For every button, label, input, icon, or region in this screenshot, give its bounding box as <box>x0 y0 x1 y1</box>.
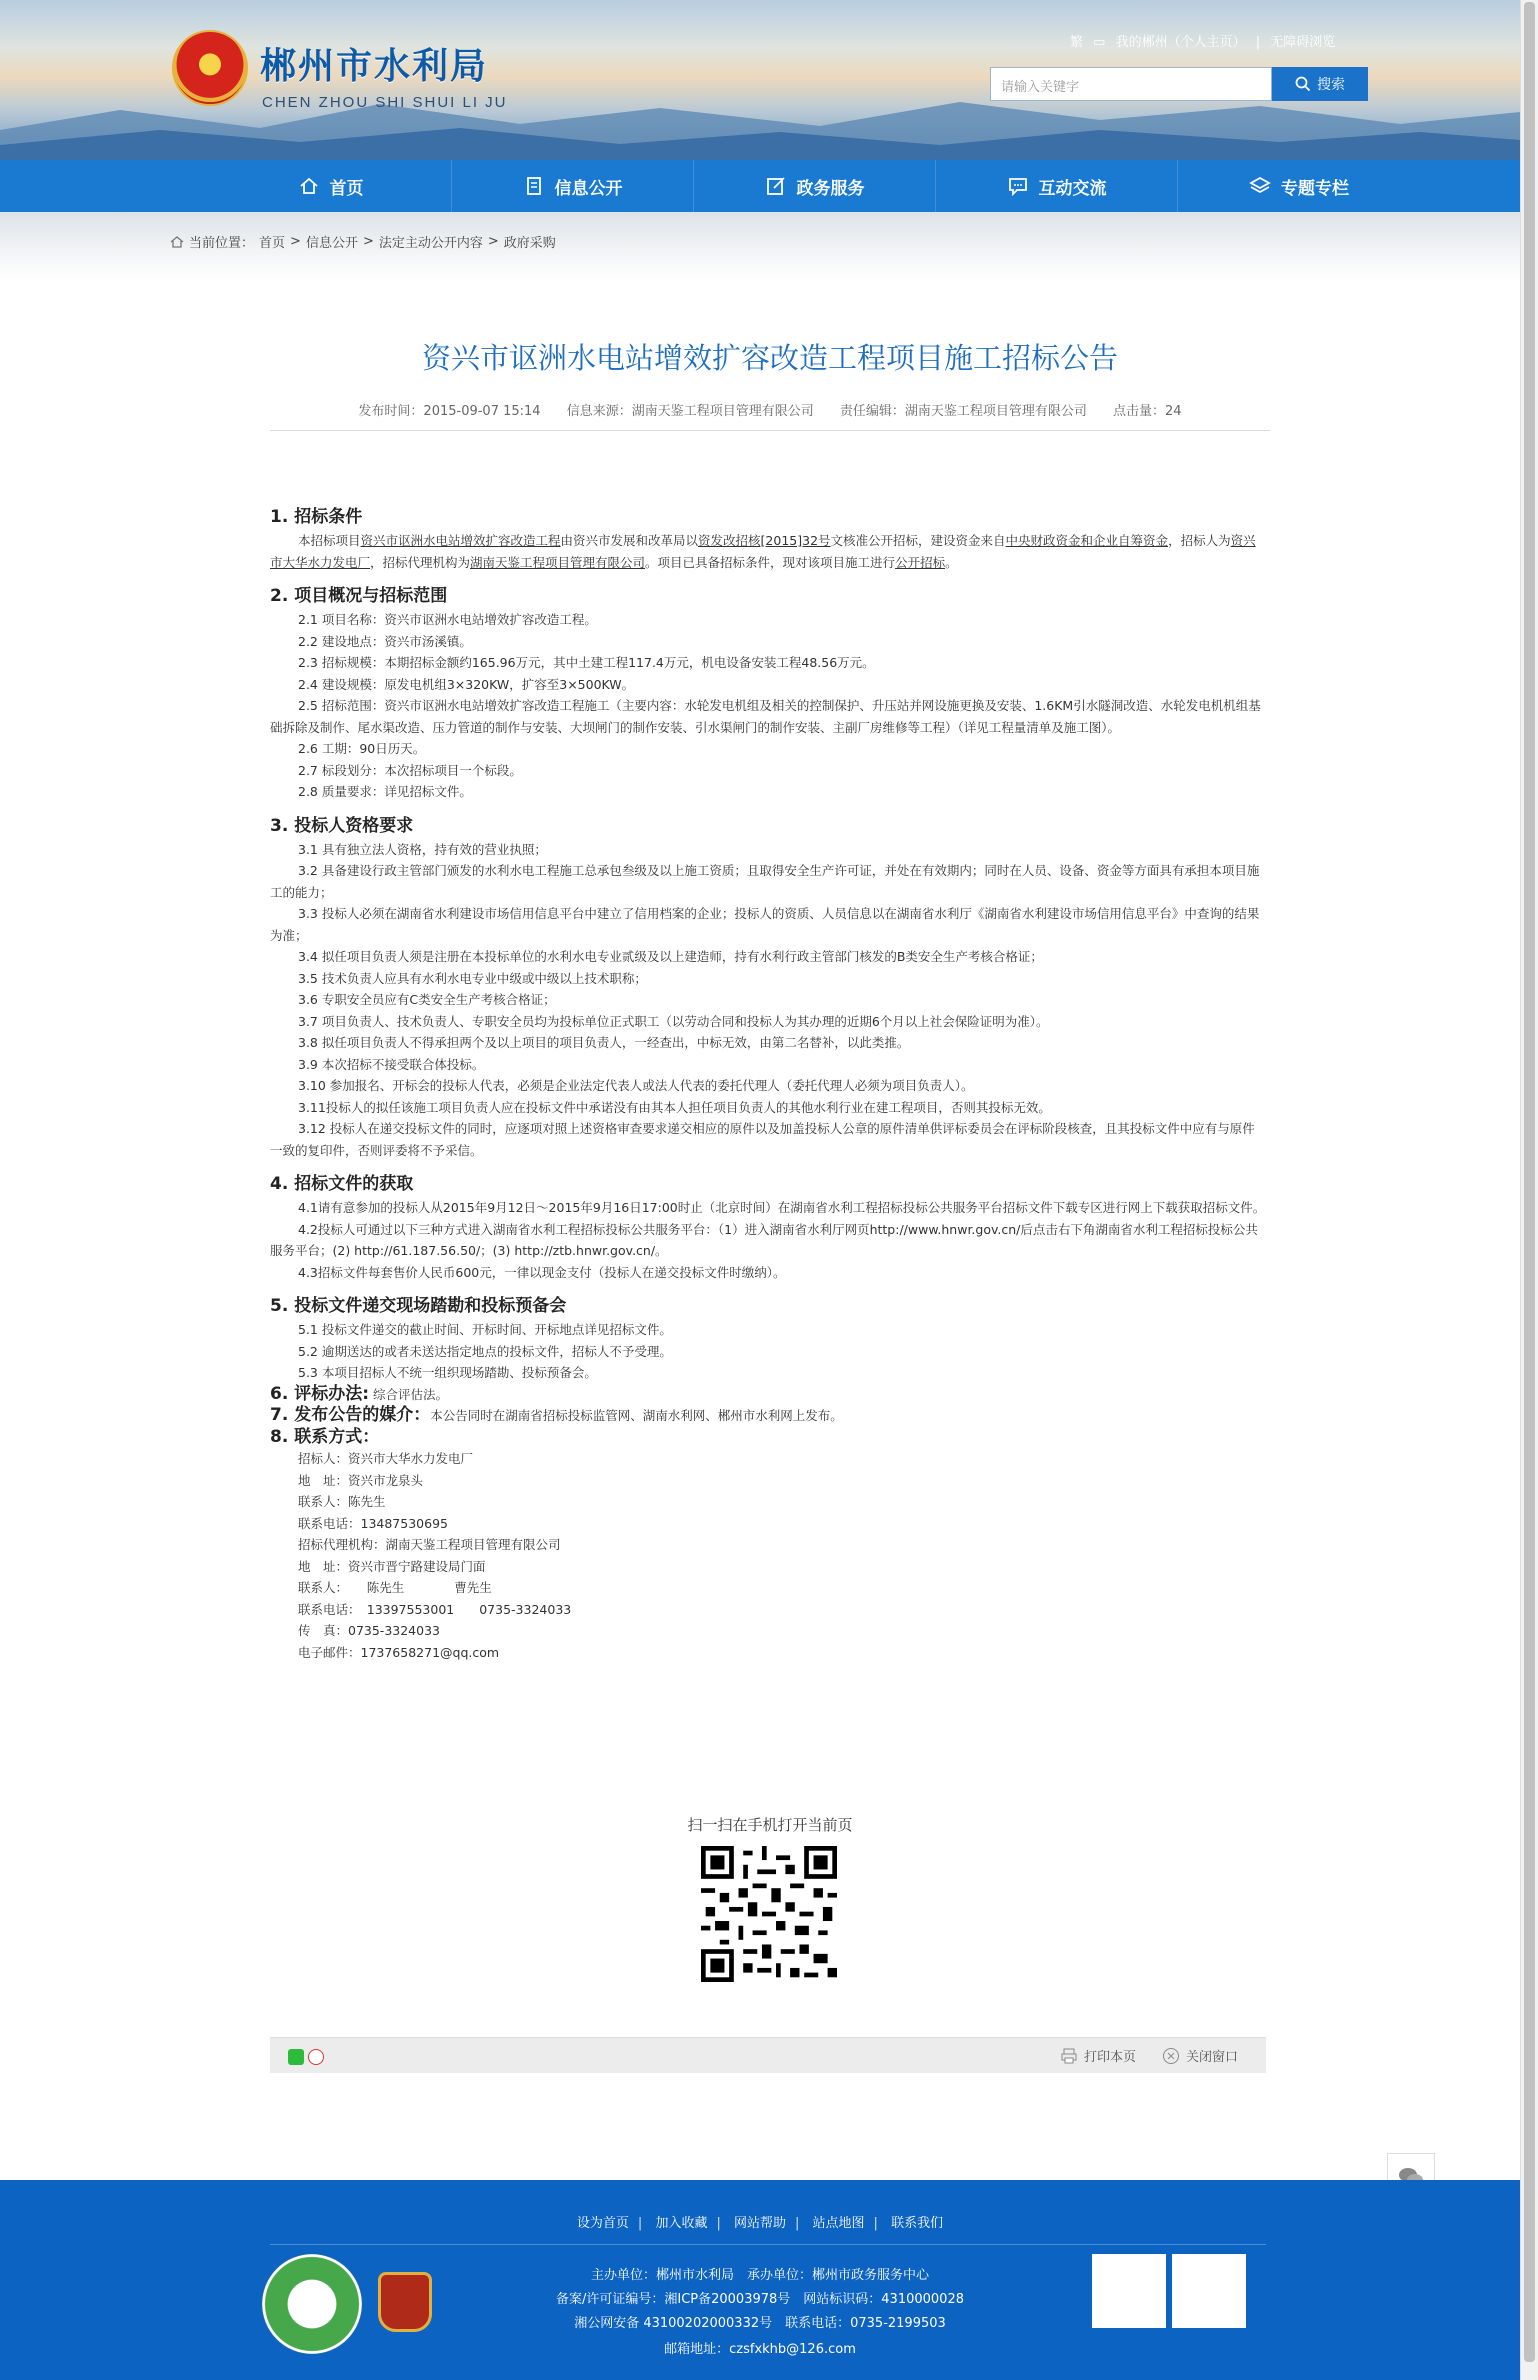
paragraph: 本招标项目资兴市讴洲水电站增效扩容改造工程由资兴市发展和改革局以资发改招核[2015]32号文核准公开招标，建设资金来自中央财政资金和企业自筹资金，招标人为资兴市大华水力发电厂，招标代理机构为湖南天鉴工程项目管理有限公司。项目已具备招标条件，现对该项目施工进行公开招标。 <box>270 533 1256 570</box>
nav-item-interaction[interactable] <box>936 160 1178 212</box>
nav-item-gov-services[interactable] <box>694 160 936 212</box>
weibo-share-icon[interactable] <box>308 2049 324 2065</box>
footer-links: 设为首页 | 加入收藏 | 网站帮助 | 站点地图 | 联系我们 <box>576 2216 944 2231</box>
footer-link-bookmark[interactable]: 加入收藏 <box>655 2216 708 2231</box>
contact-line: 联系电话：13487530695 <box>298 1515 448 1531</box>
paragraph: 2.4 建设规模：原发电机组3×320KW，扩容至3×500KW。 <box>298 676 635 692</box>
contact-line: 招标代理机构：湖南天鉴工程项目管理有限公司 <box>298 1537 561 1552</box>
footer-link-help[interactable]: 网站帮助 <box>733 2216 786 2231</box>
contact-line: 联系人：陈先生 <box>298 1494 386 1509</box>
divider <box>270 2244 1266 2245</box>
contact-line: 地 址：资兴市晋宁路建设局门面 <box>298 1558 486 1574</box>
paragraph: 3.3 投标人必须在湖南省水利建设市场信用信息平台中建立了信用档案的企业；投标人的资质、人员信息以在湖南省水利厅《湖南省水利建设市场信用信息平台》中查询的结果为准； <box>270 906 1260 943</box>
close-window-button[interactable] <box>1162 2046 1238 2065</box>
scrollbar-thumb[interactable] <box>1524 2 1535 2362</box>
contact-line: 联系电话： 13397553001 0735-3324033 <box>298 1601 572 1617</box>
hit-count: 点击量：24 <box>1113 404 1182 419</box>
breadcrumb-sep: > <box>487 234 499 249</box>
section-evaluation <box>270 1384 1266 1406</box>
contact-line: 电子邮件：1737658271@qq.com <box>298 1644 500 1660</box>
nav-item-label: 首页 <box>329 178 364 199</box>
vertical-scrollbar[interactable] <box>1520 0 1538 2380</box>
section-heading: 2. 项目概况与招标范围 <box>270 586 448 606</box>
section-heading: 7. 发布公告的媒介： <box>270 1405 431 1425</box>
paragraph: 3.10 参加报名、开标会的投标人代表，必须是企业法定代表人或法人代表的委托代理人（委托代理人必须为项目负责人）。 <box>298 1078 974 1093</box>
breadcrumb-sep: > <box>362 234 374 249</box>
wechat-share-icon[interactable] <box>288 2049 304 2065</box>
nav-item-home[interactable] <box>210 160 452 212</box>
close-icon <box>1162 2047 1180 2065</box>
footer-qr-code <box>1172 2254 1246 2328</box>
section-heading: 3. 投标人资格要求 <box>270 815 414 836</box>
section-contact <box>270 1427 1266 1449</box>
paragraph: 3.11投标人的拟任该施工项目负责人应在投标文件中承诺没有由其本人担任项目负责人的其他水利行业在建工程项目，否则其投标无效。 <box>298 1099 1051 1115</box>
nav-item-info-disclosure[interactable] <box>452 160 694 212</box>
nav-item-label: 信息公开 <box>554 178 623 199</box>
qr-caption: 扫一扫在手机打开当前页 <box>687 1816 853 1834</box>
monitor-icon: ▭ <box>1093 35 1106 50</box>
share-bar <box>270 2037 1266 2073</box>
divider <box>270 430 1270 431</box>
article-meta <box>270 400 1270 419</box>
contact-line: 招标人：资兴市大华水力发电厂 <box>298 1451 474 1466</box>
info-source: 信息来源：湖南天鉴工程项目管理有限公司 <box>566 404 814 419</box>
qr-code <box>701 1846 837 1982</box>
nav-item-label: 专题专栏 <box>1281 178 1349 199</box>
paragraph: 2.5 招标范围：资兴市讴洲水电站增效扩容改造工程施工（主要内容：水轮发电机组及相关的控制保护、升压站并网设施更换及安装、1.6KM引水隧洞改造、水轮发电机机组基础拆除及制作、尾水渠改造、压力管道的制作与安装、大坝闸门的制作安装、引水渠闸门的制作安装、主副厂房维修等工程）（详见工程量清单及施工图）。 <box>270 698 1261 735</box>
breadcrumb-item-procurement[interactable]: 政府采购 <box>503 236 556 251</box>
site-subtitle: CHEN ZHOU SHI SHUI LI JU <box>262 94 508 111</box>
nav-item-label: 互动交流 <box>1038 178 1107 199</box>
chat-icon <box>1007 175 1029 197</box>
paragraph: 4.3招标文件每套售价人民币600元，一律以现金支付（投标人在递交投标文件时缴纳）。 <box>298 1264 786 1280</box>
footer-police-record: 湘公网安备 43100202000332号 联系电话：0735-2199503 <box>574 2316 946 2331</box>
footer <box>0 2180 1520 2380</box>
accessibility-link[interactable]: 无障碍浏览 <box>1270 35 1336 50</box>
nav-item-special-topics[interactable] <box>1178 160 1420 212</box>
paragraph: 3.5 技术负责人应具有水利水电专业中级或中级以上技术职称； <box>298 970 647 986</box>
divider: | <box>1255 35 1261 50</box>
section-heading: 6. 评标办法: <box>270 1383 370 1404</box>
publish-date: 发布时间：2015-09-07 15:14 <box>358 404 541 419</box>
footer-link-set-home[interactable]: 设为首页 <box>576 2216 629 2231</box>
paragraph: 综合评估法。 <box>373 1386 449 1402</box>
national-emblem-logo[interactable] <box>172 30 248 106</box>
home-icon <box>298 175 320 197</box>
paragraph: 4.2投标人可通过以下三种方式进入湖南省水利工程招标投标公共服务平台：（1）进入湖南省水利厅网页http://www.hnwr.gov.cn/后点击右下角湖南省水利工程招标投标公共服务平台；(2) http://61.187.56.50/；(3) http://ztb.hnwr.gov.cn/。 <box>270 1221 1258 1258</box>
paragraph: 3.4 拟任项目负责人须是注册在本投标单位的水利水电专业贰级及以上建造师，持有水利行政主管部门核发的B类安全生产考核合格证； <box>298 949 1043 964</box>
layers-icon <box>1249 175 1271 197</box>
section-heading: 1. 招标条件 <box>270 507 363 527</box>
top-links <box>1070 31 1341 50</box>
footer-link-sitemap[interactable]: 站点地图 <box>812 2216 865 2231</box>
paragraph: 3.8 拟任项目负责人不得承担两个及以上项目的项目负责人，一经查出，中标无效，由第二名替补，以此类推。 <box>298 1035 910 1050</box>
site-title[interactable]: 郴州市水利局 <box>260 46 489 87</box>
paragraph: 5.2 逾期送达的或者未送达指定地点的投标文件，招标人不予受理。 <box>298 1343 672 1359</box>
home-icon <box>170 235 184 249</box>
breadcrumb-item-info[interactable]: 信息公开 <box>305 236 358 251</box>
nav-item-label: 政务服务 <box>796 178 865 199</box>
breadcrumb-item-home[interactable]: 首页 <box>259 236 286 251</box>
paragraph: 3.9 本次招标不接受联合体投标。 <box>298 1056 485 1072</box>
traditional-chinese-link[interactable]: 繁 <box>1070 35 1084 50</box>
footer-link-contact[interactable]: 联系我们 <box>891 2216 944 2231</box>
paragraph: 5.1 投标文件递交的截止时间、开标时间、开标地点详见招标文件。 <box>298 1322 672 1337</box>
print-button[interactable] <box>1060 2046 1136 2065</box>
contact-line: 联系人： 陈先生 曹先生 <box>298 1580 492 1595</box>
paragraph: 3.7 项目负责人、技术负责人、专职安全员均为投标单位正式职工（以劳动合同和投标人为其办理的近期6个月以上社会保险证明为准）。 <box>298 1013 1049 1029</box>
search-button[interactable] <box>1272 67 1368 101</box>
breadcrumb <box>170 232 556 251</box>
paragraph: 2.3 招标规模：本期招标金额约165.96万元，其中土建工程117.4万元，机电设备安装工程48.56万元。 <box>298 655 875 670</box>
paragraph: 2.8 质量要求：详见招标文件。 <box>298 784 472 799</box>
paragraph: 3.1 具有独立法人资格，持有效的营业执照； <box>298 841 547 857</box>
close-label: 关闭窗口 <box>1186 2050 1239 2065</box>
responsible-editor: 责任编辑：湖南天鉴工程项目管理有限公司 <box>839 404 1087 419</box>
breadcrumb-label: 当前位置： <box>189 236 255 251</box>
breadcrumb-item-statutory[interactable]: 法定主动公开内容 <box>378 236 483 251</box>
paragraph: 3.12 投标人在递交投标文件的同时，应逐项对照上述资格审查要求递交相应的原件以及加盖投标人公章的原件清单供评标委员会在评标阶段核查，且其投标文件中应有与原件一致的复印件，否则评委将不予采信。 <box>270 1121 1255 1158</box>
section-heading: 4. 招标文件的获取 <box>270 1174 414 1194</box>
footer-email: 邮箱地址：czsfxkhb@126.com <box>664 2342 856 2357</box>
footer-icp: 备案/许可证编号：湘ICP备20003978号 网站标识码：4310000028 <box>555 2292 964 2307</box>
edit-icon <box>765 175 787 197</box>
contact-line: 地 址：资兴市龙泉头 <box>298 1472 424 1488</box>
contact-line: 传 真：0735-3324033 <box>298 1623 440 1638</box>
paragraph: 2.2 建设地点：资兴市汤溪镇。 <box>298 633 472 649</box>
paragraph: 2.6 工期：90日历天。 <box>298 741 426 756</box>
section-media <box>270 1405 1266 1427</box>
main-nav <box>0 160 1520 212</box>
search-button-label: 搜索 <box>1317 77 1345 93</box>
paragraph: 本公告同时在湖南省招标投标监管网、湖南水利网、郴州市水利网上发布。 <box>430 1408 843 1423</box>
paragraph: 2.1 项目名称：资兴市讴洲水电站增效扩容改造工程。 <box>298 612 597 627</box>
search-icon <box>1295 76 1311 92</box>
breadcrumb-sep: > <box>290 234 301 249</box>
paragraph: 5.3 本项目招标人不统一组织现场踏勘、投标预备会。 <box>298 1365 597 1380</box>
share-icons <box>288 2049 324 2065</box>
footer-qr-code <box>1092 2254 1166 2328</box>
paragraph: 3.2 具备建设行政主管部门颁发的水利水电工程施工总承包叁级及以上施工资质；且取得安全生产许可证，并处在有效期内；同时在人员、设备、资金等方面具有承担本项目施工的能力； <box>270 863 1260 900</box>
article-title: 资兴市讴洲水电站增效扩容改造工程项目施工招标公告 <box>421 341 1118 375</box>
document-icon <box>523 175 545 197</box>
paragraph: 2.7 标段划分：本次招标项目一个标段。 <box>298 762 522 778</box>
section-heading: 8. 联系方式： <box>270 1426 380 1447</box>
footer-organizer: 主办单位：郴州市水利局 承办单位：郴州市政务服务中心 <box>590 2268 929 2283</box>
my-chenzhou-link[interactable]: 我的郴州（个人主页） <box>1115 35 1246 50</box>
search-input[interactable]: 请输入关键字 <box>990 67 1272 101</box>
header-banner <box>0 0 1520 160</box>
section-heading: 5. 投标文件递交现场踏勘和投标预备会 <box>270 1296 567 1316</box>
paragraph: 4.1请有意参加的投标人从2015年9月12日～2015年9月16日17:00时止（北京时间）在湖南省水利工程招标投标公共服务平台招标文件下载专区进行网上下载获取招标文件。 <box>298 1200 1266 1215</box>
print-label: 打印本页 <box>1084 2050 1137 2065</box>
printer-icon <box>1060 2047 1078 2065</box>
paragraph: 3.6 专职安全员应有C类安全生产考核合格证； <box>298 992 556 1007</box>
article-body <box>270 494 1266 1663</box>
